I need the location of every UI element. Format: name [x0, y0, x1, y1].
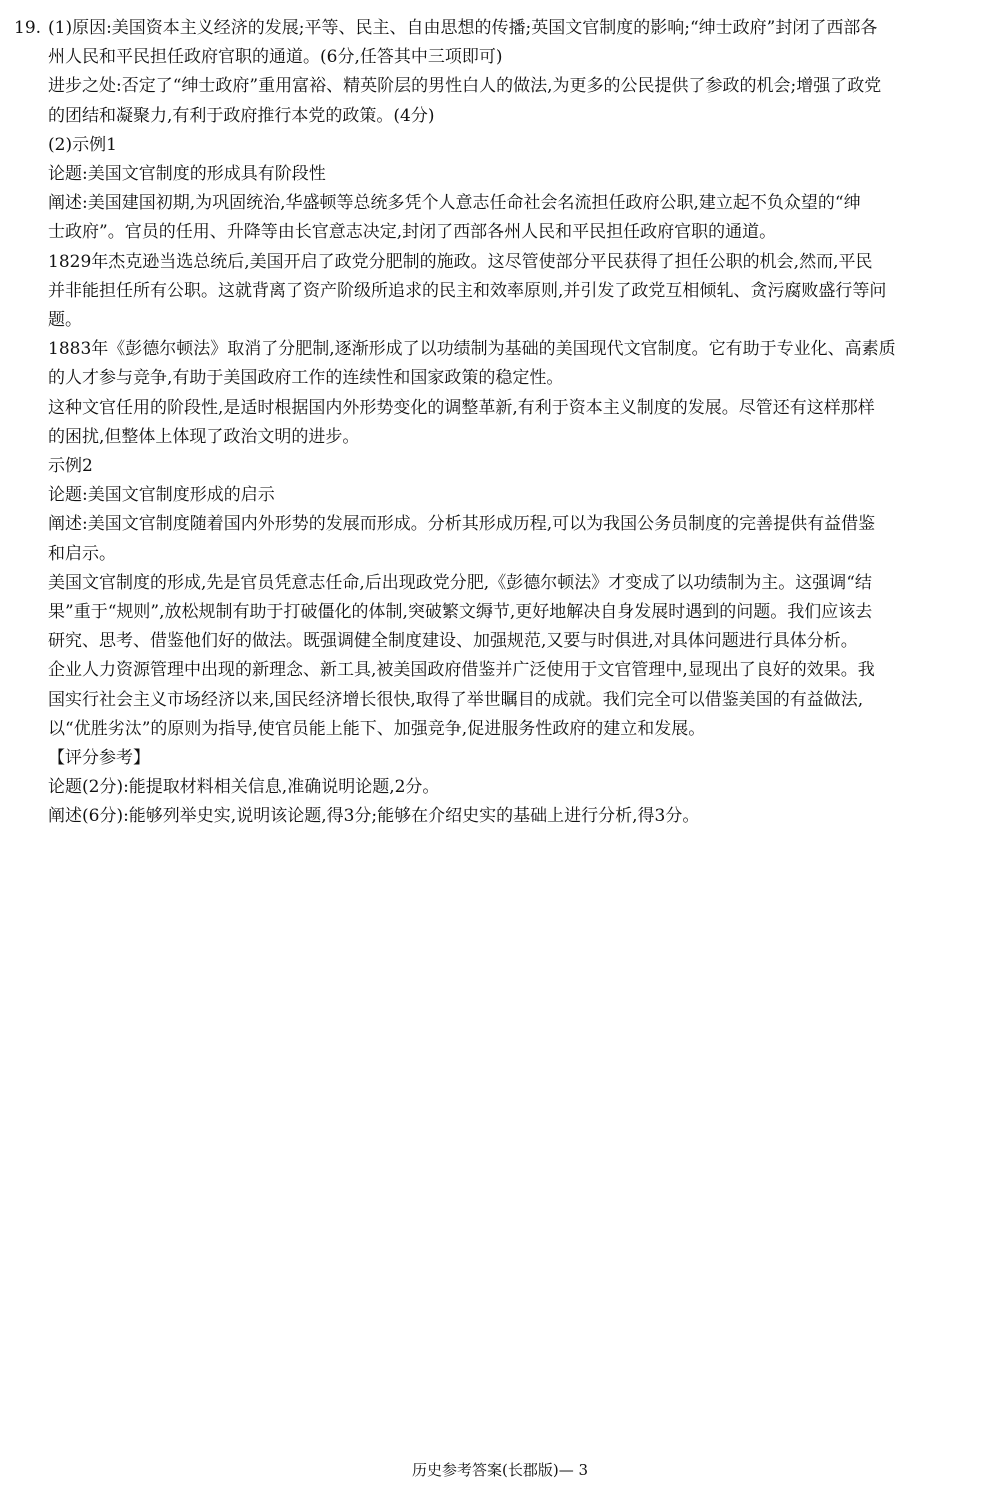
answer-line: 题。 — [48, 310, 82, 331]
answer-line: 这种文官任用的阶段性,是适时根据国内外形势变化的调整革新,有利于资本主义制度的发展。尽管还有这样那样 — [48, 397, 875, 418]
answer-line: (2)示例1 — [48, 134, 117, 155]
answer-line: 并非能担任所有公职。这就背离了资产阶级所追求的民主和效率原则,并引发了政党互相倾轧、贪污腐败盛行等问 — [48, 280, 887, 301]
answer-line: 的团结和凝聚力,有利于政府推行本党的政策。(4分) — [48, 105, 435, 126]
answer-line: 的人才参与竞争,有助于美国政府工作的连续性和国家政策的稳定性。 — [48, 368, 564, 389]
answer-line: 果”重于“规则”,放松规制有助于打破僵化的体制,突破繁文缛节,更好地解决自身发展时遇到的问题。我们应该去 — [48, 602, 873, 623]
answer-line: 和启示。 — [48, 543, 116, 564]
answer-line-text: (1)原因:美国资本主义经济的发展;平等、民主、自由思想的传播;英国文官制度的影响;“绅士政府”封闭了西部各 — [48, 18, 878, 38]
answer-line: 阐述:美国建国初期,为巩固统治,华盛顿等总统多凭个人意志任命社会名流担任政府公职,建立起不负众望的“绅 — [48, 193, 861, 214]
question-number: 19. — [14, 18, 42, 38]
answer-line: 以“优胜劣汰”的原则为指导,使官员能上能下、加强竞争,促进服务性政府的建立和发展。 — [48, 718, 706, 739]
answer-line — [14, 14, 986, 43]
answer-line: 美国文官制度的形成,先是官员凭意志任命,后出现政党分肥,《彭德尔顿法》才变成了以功绩制为主。这强调“结 — [48, 572, 872, 593]
answer-line: 企业人力资源管理中出现的新理念、新工具,被美国政府借鉴并广泛使用于文官管理中,显现出了良好的效果。我 — [48, 660, 875, 681]
answer-line: 进步之处:否定了“绅士政府”重用富裕、精英阶层的男性白人的做法,为更多的公民提供了参政的机会;增强了政党 — [48, 76, 882, 97]
scoring-line: 论题(2分):能提取材料相关信息,准确说明论题,2分。 — [48, 777, 440, 798]
answer-line: 州人民和平民担任政府官职的通道。(6分,任答其中三项即可) — [48, 47, 503, 68]
answer-line: 阐述:美国文官制度随着国内外形势的发展而形成。分析其形成历程,可以为我国公务员制度的完善提供有益借鉴 — [48, 514, 876, 535]
scoring-reference-heading: 【评分参考】 — [48, 748, 150, 769]
answer-line: 1883年《彭德尔顿法》取消了分肥制,逐渐形成了以功绩制为基础的美国现代文官制度。它有助于专业化、高素质 — [48, 339, 896, 360]
page-footer: 历史参考答案(长郡版)— 3 — [411, 1461, 589, 1479]
answer-content — [14, 14, 986, 832]
answer-line: 研究、思考、借鉴他们好的做法。既强调健全制度建设、加强规范,又要与时俱进,对具体问题进行具体分析。 — [48, 631, 858, 652]
scoring-line: 阐述(6分):能够列举史实,说明该论题,得3分;能够在介绍史实的基础上进行分析,得3分。 — [48, 806, 700, 827]
answer-line: 论题:美国文官制度的形成具有阶段性 — [48, 164, 326, 185]
answer-line: 示例2 — [48, 456, 93, 477]
answer-line: 士政府”。官员的任用、升降等由长官意志决定,封闭了西部各州人民和平民担任政府官职的通道。 — [48, 222, 777, 243]
answer-line: 1829年杰克逊当选总统后,美国开启了政党分肥制的施政。这尽管使部分平民获得了担任公职的机会,然而,平民 — [48, 251, 873, 272]
answer-line: 国实行社会主义市场经济以来,国民经济增长很快,取得了举世瞩目的成就。我们完全可以借鉴美国的有益做法, — [48, 689, 864, 710]
answer-line: 论题:美国文官制度形成的启示 — [48, 485, 275, 506]
answer-line: 的困扰,但整体上体现了政治文明的进步。 — [48, 426, 360, 447]
